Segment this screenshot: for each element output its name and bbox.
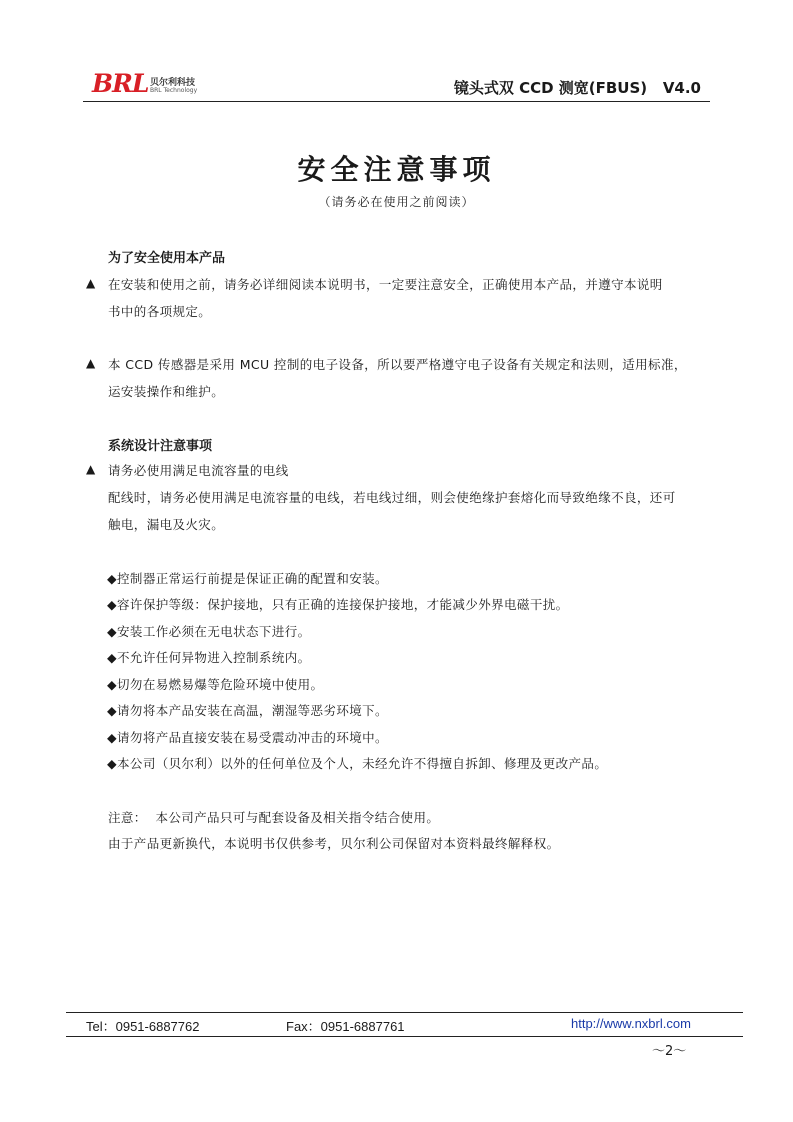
section-heading-system-design: 系统设计注意事项 xyxy=(108,439,213,454)
section-heading-safe-use: 为了安全使用本产品 xyxy=(108,251,226,266)
list-item: ◆安装工作必须在无电状态下进行。 xyxy=(107,624,311,639)
paragraph-line: 请务必使用满足电流容量的电线 xyxy=(108,463,289,478)
paragraph-line: 运安装操作和维护。 xyxy=(108,384,225,399)
logo-company-name: 贝尔利科技 xyxy=(150,78,196,88)
footer-tel: Tel：0951-6887762 xyxy=(86,1019,200,1034)
paragraph-line: 触电，漏电及火灾。 xyxy=(108,517,225,532)
list-item: ◆请勿将产品直接安装在易受震动冲击的环境中。 xyxy=(107,730,388,745)
page-number: ～2～ xyxy=(652,1044,687,1059)
footer-fax: Fax：0951-6887761 xyxy=(286,1019,405,1034)
paragraph-line: 书中的各项规定。 xyxy=(108,304,212,319)
triangle-bullet-icon: ▲ xyxy=(86,462,96,476)
note-line: 由于产品更新换代，本说明书仅供参考，贝尔利公司保留对本资料最终解释权。 xyxy=(108,836,560,851)
triangle-bullet-icon: ▲ xyxy=(86,276,96,290)
paragraph-line: 在安装和使用之前，请务必详细阅读本说明书，一定要注意安全，正确使用本产品，并遵守本说明 xyxy=(108,277,663,292)
page-subtitle: （请务必在使用之前阅读） xyxy=(318,195,475,209)
footer-divider-bottom xyxy=(66,1036,743,1037)
page-title: 安全注意事项 xyxy=(297,153,496,186)
list-item: ◆不允许任何异物进入控制系统内。 xyxy=(107,650,311,665)
header-divider xyxy=(83,101,710,102)
footer-website-link[interactable]: http://www.nxbrl.com xyxy=(571,1016,691,1031)
logo-mark: BRL xyxy=(92,69,149,98)
list-item: ◆请勿将本产品安装在高温，潮湿等恶劣环境下。 xyxy=(107,703,388,718)
paragraph-line: 配线时，请务必使用满足电流容量的电线，若电线过细，则会使绝缘护套熔化而导致绝缘不良，还可 xyxy=(108,490,676,505)
paragraph-line: 本 CCD 传感器是采用 MCU 控制的电子设备，所以要严格遵守电子设备有关规定和法则，适用标准， xyxy=(108,357,687,372)
note-line: 注意： 本公司产品只可与配套设备及相关指令结合使用。 xyxy=(108,810,440,825)
company-logo xyxy=(92,70,212,100)
logo-company-name-en: BRL Technology xyxy=(150,87,198,94)
list-item: ◆本公司（贝尔利）以外的任何单位及个人，未经允许不得擅自拆卸、修理及更改产品。 xyxy=(107,756,608,771)
list-item: ◆容许保护等级：保护接地，只有正确的连接保护接地，才能减少外界电磁干扰。 xyxy=(107,597,569,612)
triangle-bullet-icon: ▲ xyxy=(86,356,96,370)
list-item: ◆控制器正常运行前提是保证正确的配置和安装。 xyxy=(107,571,388,586)
header-title: 镜头式双 CCD 测宽(FBUS) V4.0 xyxy=(453,79,701,97)
list-item: ◆切勿在易燃易爆等危险环境中使用。 xyxy=(107,677,324,692)
footer-divider-top xyxy=(66,1012,743,1013)
